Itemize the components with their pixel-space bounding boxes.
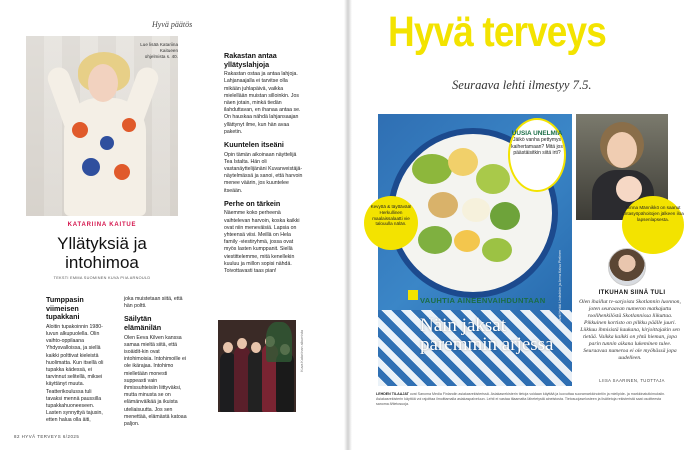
salad-teaser-text: Kevyttä & täyttävää! Herkullinen maalaissalaatti vie talouulla nälän.: [370, 204, 412, 227]
heading-perhe: Perhe on tärkein: [224, 198, 281, 208]
page-footer: 82 HYVÄ TERVEYS 6/2025: [14, 434, 80, 439]
teaser-bubble-dreams: [508, 118, 566, 192]
teaser-bubble-salad: [364, 196, 418, 250]
body-lahjat: Rakastan ostaa ja antaa lahjoja. Lahjanaajalla ei tarvitse olla mikään juhlapäivä, vaikka mielellään muistan silloinkin. Jos näen jotain, minkä tiedän ilahduttavan, en ihanaa antaa se. On hauskaa nähdä lahjansaajan yllättynyt ilme, kun hän avaa paketin.: [224, 71, 301, 135]
byline: TEKSTI EMMA SUOMINEN KUVA PIIA ARNOULD: [53, 276, 151, 280]
minna-teaser-text: Minna Männikkö on saanut rintasyöpähoitojen jälkeen iloa lapsenlapsesta.: [622, 205, 684, 222]
dreams-text: Jäikö vanha pettymys kaihertamaan? Mitä jos päästäisitkin siitä irti?: [511, 137, 563, 156]
article-title: Yllätyksiä ja intohimoa: [57, 234, 147, 272]
page-gutter: [344, 0, 352, 450]
body-tupakka: Aloitin tupakoinnin 1980-luvun alkupuolella. Olin vaihto-oppilaana Yhdysvalloissa, ja siellä kaikki polttivat kieleistä huolimatta. Kun itsellä oli tupakka kädessä, ei tarvinnut selitellä, miksei käyttänyt muuta. Teatterikoulussa tuli tavaksi mennä paussilla tupakkahuoneeseen. Lasten synnyttyä tajusin, etten halua olla äiti,: [46, 323, 104, 424]
body-kuuntelen: Opin tämän aikoinaan näyttelijä Tea Istalta. Hän oli vastanäyttelijänäni Kuvanveistäjä-näytelmässä ja sanoi, että harvoin menee väärin, jos kuuntelee itseään.: [224, 151, 303, 194]
heading-elamanila: Säilytän elämänilän: [124, 314, 162, 332]
body-perhe: Näemme koko perheenä vaihtelevan harvoin, koska kaikki ovat niin meneväisiä. Lapsia on yhteensä viisi. Meillä on Hela family -viestiryhmä, jossa ovat myös lasten kumppanit. Siellä viestittelemme, mitä kenellekin kuuluu ja millon sopisi nähdä. Toivottavasti taas pian!: [224, 210, 300, 275]
editor-text: Olen ihaillut tv-sarjoista Skotlannin luonnon, joten seuraavan numeron matkajuttu roolihenkilöstä Skotlannissa liikuttaa. Pikkuinen kortisto on pilkku päälle juuri. Liikkuu ihmisistä kaukana, kirjoittajakin sen tietää. Vaikka kaikki on yhtä hieman, jopa parin tunnin aikana lukeminen tulee. Seuraavaa numeroa ei ole myöhässä jopa uudelleen.: [579, 299, 681, 361]
heading-kuuntelen: Kuuntelen itseäni: [224, 140, 284, 150]
fine-print-text: ovat Sanoma Media Finlandin asiakasrekisterissä. Asiakasrekisterin tietoja voidaan käyttää ja luovuttaa suoramarkkinointiin ja mielipide- ja markkinatutkimuksiin. Asiakasrekisterin käyttöä voi rajoittaa ilmoittamalla asiakaspalveluun. Lehti ei vastaa tilaamatta lähetetystä aineistosta. Tietosuojaselosteen ja lisätietoja rekisteristä saat osoitteesta sanoma.fi/tietosuoja.: [376, 392, 666, 406]
feature-kicker: VAUHTIA AINEENVAIHDUNTAAN: [420, 296, 546, 305]
body-continued: joka muistetaan siitä, että hän poltti.: [124, 296, 183, 310]
column-b: [124, 296, 190, 433]
portrait-photo: [26, 36, 178, 216]
food-photo-credit: Kuvat Heikki Lindström ja Anna Kaisu Pietinen: [558, 250, 562, 324]
editor-signature: LIISA SAARINEN, TUOTTAJA: [599, 378, 665, 383]
column-a: [46, 296, 108, 430]
editor-avatar: [608, 248, 646, 286]
feature-title: Näin jaksat paremmin arjessa: [420, 315, 554, 355]
body-elamanila: Olen Eeva Kilven kanssa samaa mieltä siitä, että isoäidit-kin ovat intohimoisia. Intohimoille ei ole ikärajaa. Intohimo mielletään monesti suppeasti vain ihmissuhteisiin liittyväksi, mutta minusta se on elämänvälkää ja ikuista uteliaisuutta. Jos sen menettää, elämästä katoaa paljon.: [124, 334, 187, 428]
section-label: Hyvä päätös: [152, 20, 193, 29]
photo-credit: Kuva Katariinan albumista: [300, 330, 304, 372]
heading-tupakka: Tumppasin viimeisen tupakkani: [46, 295, 84, 322]
heading-lahjat: Rakastan antaa yllätyslahjoja: [224, 51, 277, 69]
portrait-caption: Lue lisää Katariina Kaitueen ohjelmista s. 40.: [140, 42, 178, 59]
brand-title: Hyvä terveys: [388, 8, 606, 56]
editor-heading: ITKUHAN SIINÄ TULI: [598, 290, 666, 296]
column-c: [224, 52, 304, 280]
teaser-bubble-minna: [622, 196, 684, 254]
dreams-title: UUSIA UNELMIA: [511, 130, 563, 137]
fine-print-lead: LEHDEN TILAAJAT: [376, 392, 409, 396]
author-tag: KATARIINA KAITUE: [67, 222, 137, 228]
feature-teaser: [414, 296, 562, 374]
fine-print: [376, 392, 684, 406]
next-issue-date: Seuraava lehti ilmestyy 7.5.: [452, 78, 592, 92]
family-photo: [218, 320, 296, 412]
